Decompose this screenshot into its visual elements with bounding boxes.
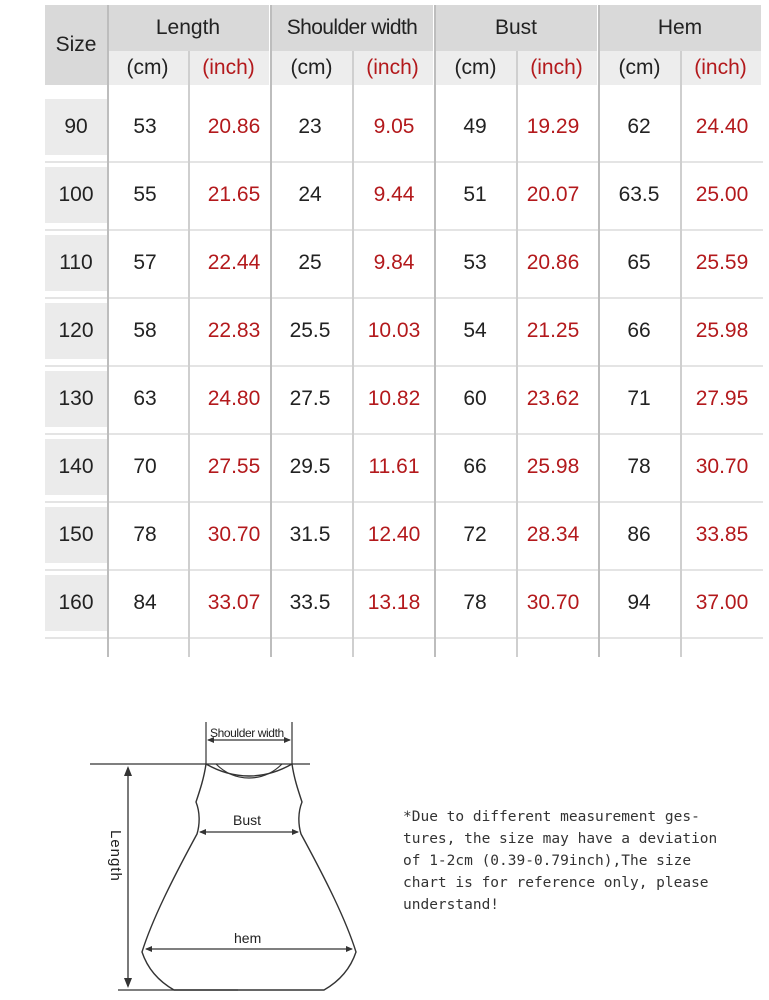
size-cell: 100 [45, 167, 107, 223]
inch-value-cell: 33.07 [207, 591, 261, 614]
cm-value-cell: 53 [133, 115, 157, 138]
inch-value-cell: 28.34 [526, 523, 580, 546]
hem-inch-header: (inch) [694, 56, 747, 79]
cm-value-cell: 58 [133, 319, 157, 342]
cm-value-cell: 70 [133, 455, 157, 478]
garment-measurement-diagram [88, 720, 378, 1000]
size-column-header: Size [45, 5, 107, 85]
inch-value-cell: 10.82 [367, 387, 421, 410]
length-inch-header: (inch) [202, 56, 255, 79]
row-separator [45, 433, 763, 435]
cm-value-cell: 25 [298, 251, 322, 274]
cm-value-cell: 60 [463, 387, 487, 410]
inch-value-cell: 13.18 [367, 591, 421, 614]
row-separator [45, 569, 763, 571]
size-cell: 150 [45, 507, 107, 563]
column-divider [188, 51, 190, 657]
cm-value-cell: 24 [298, 183, 322, 206]
cm-value-cell: 78 [463, 591, 487, 614]
row-separator [45, 297, 763, 299]
cm-value-cell: 53 [463, 251, 487, 274]
size-cell: 110 [45, 235, 107, 291]
note-line: chart is for reference only, please [403, 875, 709, 891]
table-row [45, 303, 763, 359]
cm-value-cell: 65 [627, 251, 651, 274]
cm-value-cell: 62 [627, 115, 651, 138]
table-row [45, 575, 763, 631]
cm-value-cell: 51 [463, 183, 487, 206]
table-row [45, 507, 763, 563]
row-separator [45, 637, 763, 639]
inch-value-cell: 25.59 [695, 251, 749, 274]
size-cell: 130 [45, 371, 107, 427]
column-divider [434, 5, 436, 657]
cm-value-cell: 63.5 [618, 183, 660, 206]
note-line: *Due to different measurement ges- [403, 809, 700, 825]
cm-value-cell: 66 [463, 455, 487, 478]
table-row [45, 235, 763, 291]
inch-value-cell: 24.80 [207, 387, 261, 410]
table-header [45, 5, 763, 85]
note-line: tures, the size may have a deviation [403, 831, 718, 847]
dress-outline-drawing [88, 720, 378, 1000]
cm-value-cell: 86 [627, 523, 651, 546]
size-cell: 160 [45, 575, 107, 631]
bust-cm-header: (cm) [454, 56, 497, 79]
size-cell: 140 [45, 439, 107, 495]
hem-header-title: Hem [599, 5, 761, 51]
inch-value-cell: 25.98 [526, 455, 580, 478]
measurement-note [403, 806, 723, 916]
cm-value-cell: 94 [627, 591, 651, 614]
table-row [45, 99, 763, 155]
row-separator [45, 365, 763, 367]
note-line: understand! [403, 897, 500, 913]
cm-value-cell: 33.5 [289, 591, 331, 614]
length-header-title: Length [107, 5, 269, 51]
cm-value-cell: 25.5 [289, 319, 331, 342]
table-row [45, 371, 763, 427]
column-divider [107, 5, 109, 657]
cm-value-cell: 55 [133, 183, 157, 206]
cm-value-cell: 49 [463, 115, 487, 138]
size-cell: 120 [45, 303, 107, 359]
inch-value-cell: 30.70 [695, 455, 749, 478]
cm-value-cell: 84 [133, 591, 157, 614]
inch-value-cell: 10.03 [367, 319, 421, 342]
table-row [45, 167, 763, 223]
column-divider [598, 5, 600, 657]
inch-value-cell: 37.00 [695, 591, 749, 614]
column-divider [352, 51, 354, 657]
cm-value-cell: 63 [133, 387, 157, 410]
length-label: Length [107, 830, 124, 882]
cm-value-cell: 72 [463, 523, 487, 546]
hem-label: hem [234, 930, 262, 946]
cm-value-cell: 29.5 [289, 455, 331, 478]
inch-value-cell: 21.65 [207, 183, 261, 206]
cm-value-cell: 71 [627, 387, 651, 410]
note-line: of 1-2cm (0.39-0.79inch),The size [403, 853, 692, 869]
shoulder-inch-header: (inch) [366, 56, 419, 79]
column-divider [680, 51, 682, 657]
cm-value-cell: 31.5 [289, 523, 331, 546]
inch-value-cell: 25.00 [695, 183, 749, 206]
column-divider [516, 51, 518, 657]
inch-value-cell: 27.95 [695, 387, 749, 410]
cm-value-cell: 57 [133, 251, 157, 274]
size-cell: 90 [45, 99, 107, 155]
cm-value-cell: 66 [627, 319, 651, 342]
inch-value-cell: 20.86 [207, 115, 261, 138]
inch-value-cell: 11.61 [368, 455, 420, 478]
inch-value-cell: 9.84 [373, 251, 415, 274]
inch-value-cell: 25.98 [695, 319, 749, 342]
cm-value-cell: 27.5 [289, 387, 331, 410]
inch-value-cell: 12.40 [367, 523, 421, 546]
row-separator [45, 501, 763, 503]
inch-value-cell: 30.70 [526, 591, 580, 614]
inch-value-cell: 20.86 [526, 251, 580, 274]
hem-cm-header: (cm) [618, 56, 661, 79]
column-divider [270, 5, 272, 657]
shoulder-width-label: Shoulder width [210, 726, 284, 740]
bust-label: Bust [233, 812, 262, 828]
bust-inch-header: (inch) [530, 56, 583, 79]
table-row [45, 439, 763, 495]
length-cm-header: (cm) [126, 56, 169, 79]
inch-value-cell: 19.29 [526, 115, 580, 138]
shoulder-cm-header: (cm) [290, 56, 333, 79]
inch-value-cell: 9.05 [373, 115, 415, 138]
inch-value-cell: 22.44 [207, 251, 261, 274]
row-separator [45, 229, 763, 231]
cm-value-cell: 23 [298, 115, 322, 138]
inch-value-cell: 33.85 [695, 523, 749, 546]
inch-value-cell: 30.70 [207, 523, 261, 546]
cm-value-cell: 78 [627, 455, 651, 478]
cm-value-cell: 54 [463, 319, 487, 342]
inch-value-cell: 9.44 [373, 183, 415, 206]
row-separator [45, 161, 763, 163]
inch-value-cell: 23.62 [526, 387, 580, 410]
inch-value-cell: 20.07 [526, 183, 580, 206]
inch-value-cell: 27.55 [207, 455, 261, 478]
inch-value-cell: 24.40 [695, 115, 749, 138]
inch-value-cell: 22.83 [207, 319, 261, 342]
inch-value-cell: 21.25 [526, 319, 580, 342]
shoulder-width-header-title: Shoulder width [271, 5, 433, 51]
cm-value-cell: 78 [133, 523, 157, 546]
bust-header-title: Bust [435, 5, 597, 51]
